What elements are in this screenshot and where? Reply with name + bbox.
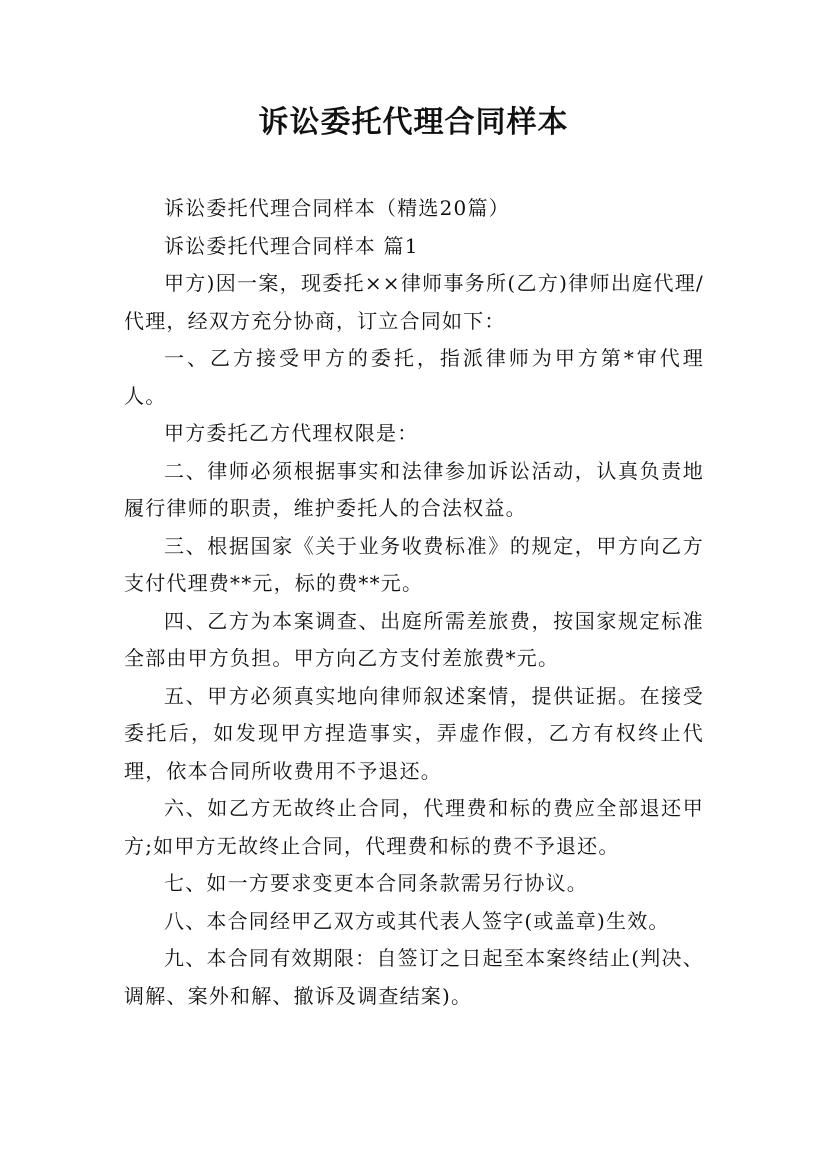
document-body: [124, 190, 704, 1015]
paragraph-clause-3: 三、根据国家《关于业务收费标准》的规定，甲方向乙方支付代理费**元，标的费**元。: [124, 533, 704, 595]
paragraph-clause-2: 二、律师必须根据事实和法律参加诉讼活动，认真负责地履行律师的职责，维护委托人的合法权益。: [124, 458, 704, 520]
paragraph-clause-9: 九、本合同有效期限：自签订之日起至本案终结止(判决、调解、案外和解、撤诉及调查结案)。: [124, 946, 704, 1008]
paragraph-subtitle: 诉讼委托代理合同样本（精选20篇）: [164, 196, 510, 220]
paragraph-clause-8: 八、本合同经甲乙双方或其代表人签字(或盖章)生效。: [164, 908, 670, 933]
paragraph-clause-7: 七、如一方要求变更本合同条款需另行协议。: [164, 871, 588, 895]
document-title: 诉讼委托代理合同样本: [258, 105, 569, 140]
paragraph-authority: 甲方委托乙方代理权限是：: [164, 421, 419, 445]
paragraph-section-heading: 诉讼委托代理合同样本 篇1: [164, 233, 419, 258]
paragraph-clause-5: 五、甲方必须真实地向律师叙述案情，提供证据。在接受委托后，如发现甲方捏造事实，弄虚作假，乙方有权终止代理，依本合同所收费用不予退还。: [124, 683, 704, 783]
paragraph-clause-4: 四、乙方为本案调查、出庭所需差旅费，按国家规定标准全部由甲方负担。甲方向乙方支付差旅费*元。: [124, 608, 704, 670]
paragraph-clause-6: 六、如乙方无故终止合同，代理费和标的费应全部退还甲方;如甲方无故终止合同，代理费和标的费不予退还。: [124, 796, 704, 858]
paragraph-intro: 甲方)因一案，现委托××律师事务所(乙方)律师出庭代理/代理，经双方充分协商，订立合同如下：: [124, 271, 704, 333]
paragraph-clause-1: 一、乙方接受甲方的委托，指派律师为甲方第*审代理人。: [124, 346, 704, 408]
